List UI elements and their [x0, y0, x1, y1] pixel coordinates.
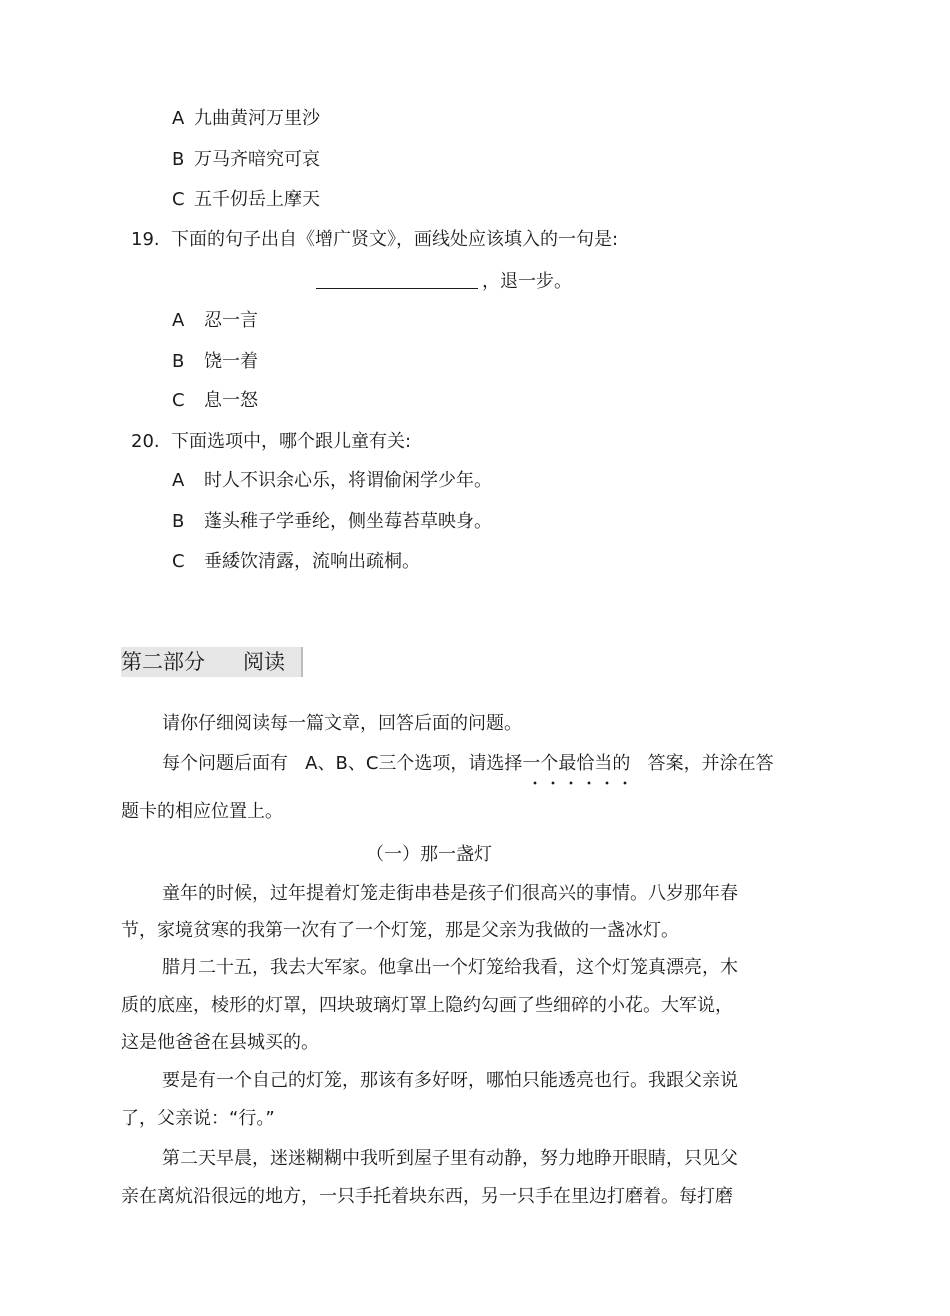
option-a[interactable] [172, 309, 258, 333]
question-number: 20. [131, 431, 160, 452]
question-number: 19. [131, 229, 160, 250]
option-c[interactable] [172, 389, 258, 413]
answer-blank [316, 270, 478, 289]
option-letter: C [172, 551, 185, 572]
section-name: 阅读 [243, 650, 285, 674]
option-letter: B [172, 351, 185, 372]
question-stem: 下面的句子出自《增广贤文》，画线处应该填入的一句是: [171, 229, 619, 250]
passage-line: 了，父亲说：“行。” [121, 1108, 275, 1129]
option-a[interactable] [172, 107, 320, 131]
instruction-line-2 [162, 752, 774, 776]
option-b[interactable] [172, 350, 258, 374]
option-letter: B [172, 511, 185, 532]
passage-line: 要是有一个自己的灯笼，那该有多好呀，哪怕只能透亮也行。我跟父亲说 [162, 1070, 738, 1091]
section-heading [121, 647, 303, 677]
passage-line: 腊月二十五，我去大军家。他拿出一个灯笼给我看，这个灯笼真漂亮，木 [162, 957, 738, 978]
question-19 [131, 228, 618, 252]
option-text: 时人不识余心乐，将谓偷闲学少年。 [204, 470, 492, 491]
emphasis-text: 一个最恰当的 [522, 753, 631, 774]
option-text: 蓬头稚子学垂纶，侧坐莓苔草映身。 [204, 511, 492, 532]
passage-line: 节，家境贫寒的我第一次有了一个灯笼，那是父亲为我做的一盏冰灯。 [121, 920, 679, 941]
option-text: 饶一着 [204, 351, 258, 372]
passage-line: 质的底座，棱形的灯罩，四块玻璃灯罩上隐约勾画了些细碎的小花。大军说， [121, 995, 733, 1016]
option-text: 九曲黄河万里沙 [194, 108, 320, 129]
option-c[interactable] [172, 550, 420, 574]
option-text: 息一怒 [204, 390, 258, 411]
option-b[interactable] [172, 510, 492, 534]
instruction-line-3: 题卡的相应位置上。 [121, 801, 283, 822]
instruction-text-a: 每个问题后面有 A、B、C三个选项，请选择 [162, 753, 523, 774]
section-part: 第二部分 [121, 650, 205, 674]
passage-line: 这是他爸爸在县城买的。 [121, 1032, 319, 1053]
passage-line: 亲在离炕沿很远的地方，一只手托着块东西，另一只手在里边打磨着。每打磨 [121, 1186, 733, 1207]
option-text: 忍一言 [204, 310, 258, 331]
option-c[interactable] [172, 188, 320, 212]
option-letter: A [172, 108, 185, 129]
option-a[interactable] [172, 469, 492, 493]
passage-line: 第二天早晨，迷迷糊糊中我听到屋子里有动静，努力地睁开眼睛，只见父 [162, 1148, 738, 1169]
instruction-text-b: 答案，并涂在答 [630, 753, 774, 774]
passage-line: 童年的时候，过年提着灯笼走街串巷是孩子们很高兴的事情。八岁那年春 [162, 883, 738, 904]
option-letter: A [172, 310, 185, 331]
fill-tail: ，退一步。 [482, 271, 572, 292]
option-text: 万马齐喑究可哀 [194, 149, 320, 170]
option-b[interactable] [172, 148, 320, 172]
option-letter: B [172, 149, 185, 170]
passage-title: （一）那一盏灯 [366, 844, 492, 865]
question-20 [131, 430, 411, 454]
fill-blank-line [316, 270, 572, 294]
option-letter: C [172, 390, 185, 411]
option-text: 五千仞岳上摩天 [194, 189, 320, 210]
instruction-line-1: 请你仔细阅读每一篇文章，回答后面的问题。 [162, 713, 522, 734]
question-stem: 下面选项中，哪个跟儿童有关: [171, 431, 412, 452]
option-letter: C [172, 189, 185, 210]
option-letter: A [172, 470, 185, 491]
option-text: 垂緌饮清露，流响出疏桐。 [204, 551, 420, 572]
